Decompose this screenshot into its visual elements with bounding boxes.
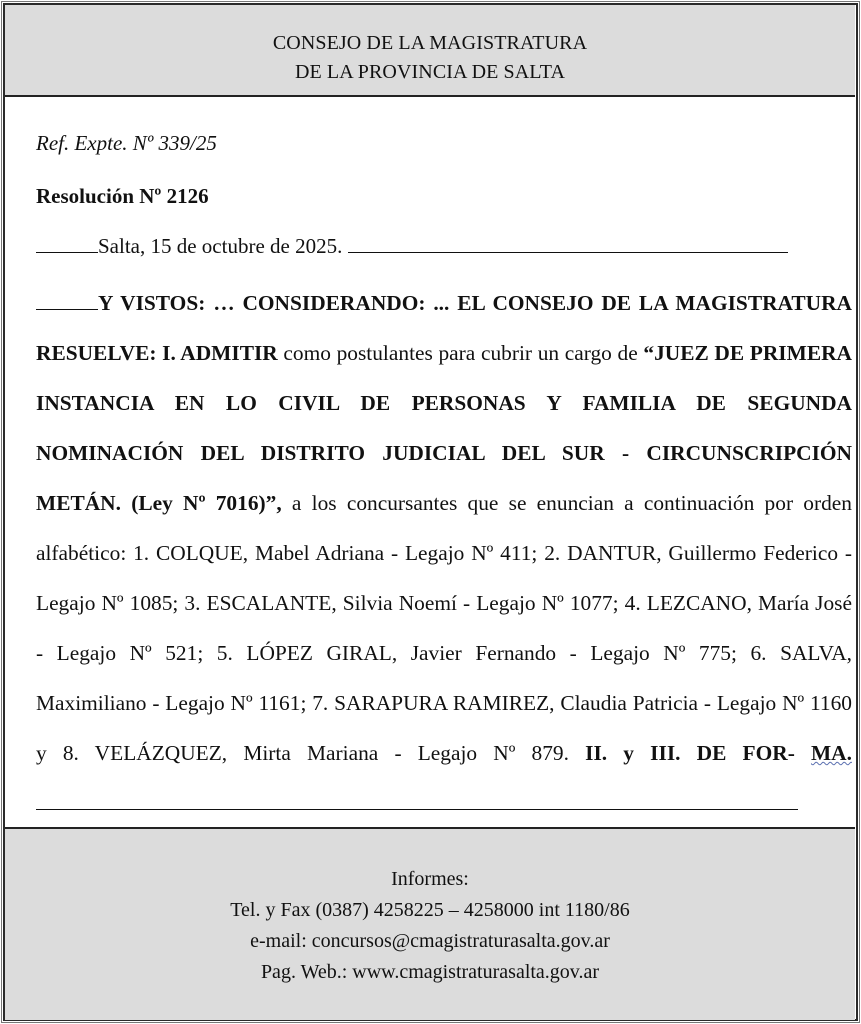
resolution-closing-end: MA. [810,741,852,765]
resolution-lead: Y VISTOS: … CONSIDERANDO: ... EL CONSEJO DE LA MAGISTRATURA RESUELVE: I. ADMITIR [36,291,852,365]
contact-footer [5,827,855,1020]
header-title-line1: CONSEJO DE LA MAGISTRATURA [272,32,588,54]
indent-underline [36,291,98,310]
header-title-line2: DE LA PROVINCIA DE SALTA [294,61,566,83]
footer-email: e-mail: concursos@cmagistraturasalta.gov.ar [250,930,610,952]
resolution-number: Resolución Nº 2126 [36,184,209,208]
header-banner [5,5,855,97]
resolution-paragraph [36,278,852,828]
candidate-list: a los concursantes que se enuncian a continuación por orden alfabético: 1. COLQUE, Mabel Adriana - Legajo Nº 411; 2. DANTUR, Guillermo Federico - Legajo Nº 1085; 3. ESCALANTE, Silvia Noemí - Legajo Nº 1077; 4. LEZCANO, María José - Legajo Nº 521; 5. LÓPEZ GIRAL, Javier Fernando - Legajo Nº 775; 6. SALVA, Maximiliano - Legajo Nº 1161; 7. SARAPURA RAMIREZ, Claudia Patricia - Legajo Nº 1160 y 8. VELÁZQUEZ, Mirta Mariana - Legajo Nº 879. [36,491,852,765]
resolution-mid: como postulantes para cubrir un cargo de [277,341,644,365]
date-line [36,234,788,259]
footer-phone: Tel. y Fax (0387) 4258225 – 4258000 int 1180/86 [230,899,630,921]
leading-underline [36,234,98,253]
resolution-closing: II. y III. DE FOR- MA. [585,741,852,765]
trailing-underline [348,234,788,253]
footer-label: Informes: [391,868,469,890]
footer-web: Pag. Web.: www.cmagistraturasalta.gov.ar [260,961,600,983]
position-title: “JUEZ DE PRIMERA INSTANCIA EN LO CIVIL DE PERSONAS Y FAMILIA DE SEGUNDA NOMINACIÓN DEL DISTRITO JUDICIAL DEL SUR - CIRCUNSCRIPCIÓN METÁN. (Ley Nº 7016)”, [36,341,852,515]
resolution-date: Salta, 15 de octubre de 2025. [98,234,343,258]
closing-underline [36,791,798,810]
file-reference: Ref. Expte. Nº 339/25 [36,131,217,155]
